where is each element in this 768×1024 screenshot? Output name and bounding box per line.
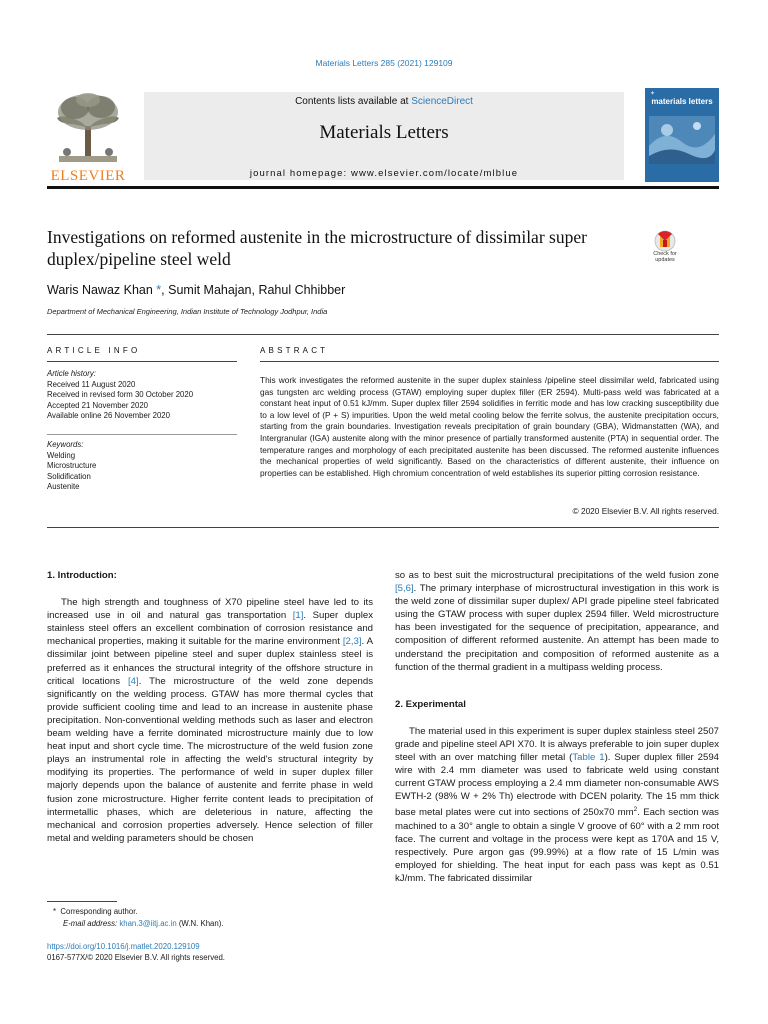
contents-line [144, 96, 624, 107]
journal-homepage[interactable]: journal homepage: www.elsevier.com/locate/mlblue [249, 168, 519, 179]
introduction-continued [395, 569, 719, 674]
article-title: Investigations on reformed austenite in the microstructure of dissimilar super duplex/pipeline steel weld [47, 227, 587, 269]
history-revised: Received in revised form 30 October 2020 [47, 390, 194, 399]
keyword-item: Welding [47, 450, 76, 460]
history-accepted: Accepted 21 November 2020 [47, 400, 148, 410]
article-info-rule [47, 361, 237, 362]
contents-prefix: Contents lists available at [295, 96, 412, 107]
abstract-label: ABSTRACT [260, 346, 329, 355]
issn-copyright: 0167-577X/© 2020 Elsevier B.V. All rights reserved. [47, 953, 225, 962]
reference-link[interactable]: [1] [292, 610, 304, 622]
author-list [47, 283, 345, 297]
abstract-rule [260, 361, 719, 362]
doi-block [47, 941, 225, 963]
intro-text: . A dissimilar joint between pipeline steel and super duplex stainless steel is preferred as it enhances the structural integrity of the offshore structure in critical locations [47, 636, 373, 687]
experimental-paragraph [395, 725, 719, 885]
abstract-copyright: © 2020 Elsevier B.V. All rights reserved. [572, 506, 719, 516]
journal-citation[interactable]: Materials Letters 285 (2021) 129109 [315, 58, 453, 68]
keywords-heading: Keywords: [47, 440, 84, 449]
right-body-column [395, 569, 719, 885]
experimental-text: ). Super duplex filler 2594 wire with 2.4 mm diameter was used to fabricate weld using constant current GTAW process employing a 2.4 mm diameter non-consumable AWS EWTH-2 (98% W + 2% Th) electrode with DCEN polarity. The 15 mm thick base metal plates were cut into sections of 250x70 mm [395, 752, 720, 819]
check-for-updates-label [645, 251, 685, 263]
journal-banner [47, 88, 719, 184]
check-for-updates-badge[interactable] [645, 230, 685, 268]
reference-link[interactable]: [5,6] [395, 583, 414, 595]
elsevier-wordmark: ELSEVIER [50, 168, 126, 184]
introduction-paragraph [47, 596, 373, 845]
keyword-item: Solidification [47, 471, 91, 481]
intro-text: . The microstructure of the weld zone depends significantly on the welding process. GTAW has more thermal cycles that provide sufficient cooling time and lead to an increase in austenite phase precipitation. Non-conventional welding methods such as laser and electron beam welding have a ferrite dominated microstructure mainly due to low heat input and short cycle time. The microstructure of the weld fusion zone plays an instrumental role in affecting the weld's structural integrity by modifying its properties. The performance of weld in super duplex filler majorly depends upon the balance of austenite and ferrite phase in weld fusion zone microstructure. Higher ferrite content leads to precipitation of intermetallic phases, which are deleterious in nature, affecting the mechanical and corrosion properties adversely. Hence selection of filler metal and welding parameters should be chosen [47, 675, 373, 844]
email-label: E-mail address: [63, 919, 120, 928]
superscript: 2 [633, 806, 638, 814]
cover-publisher-mark-icon: ✦ [650, 91, 656, 97]
cover-art-icon [649, 116, 715, 164]
elsevier-tree-icon [53, 92, 123, 166]
experimental-text: The material used in this experiment is super duplex stainless steel 2507 grade and pipeline steel API X70. It is always preferable to join super duplex steel with an over matching filler metal ( [395, 725, 719, 764]
badge-line-2: updates [655, 257, 675, 263]
intro-text: The high strength and toughness of X70 pipeline steel have led to its increased use in oil and natural gas transportation [47, 597, 373, 622]
author-name[interactable]: Waris Nawaz Khan [47, 283, 157, 297]
abstract-bottom-rule [47, 527, 719, 528]
history-heading: Article history: [47, 369, 96, 378]
section-heading-experimental: 2. Experimental [395, 698, 466, 710]
intro-text: . The primary interphase of microstructural investigation in this work is the weld zone of dissimilar super duplex/ API grade pipeline steel fabricated using the GTAW process with super duplex 2594 filler. Weld microstructure has been investigated for the sequence of precipitation, appearance, and composition of different reformed austenite. An attempt has been made to understand the precipitation and composition of reformed austenite as a function of the thermal gradient in a multipass welding process. [395, 583, 719, 673]
footnote-label: Corresponding author. [60, 907, 138, 916]
corresponding-author-marker[interactable]: * [156, 283, 162, 297]
corresponding-author-footnote [47, 906, 387, 930]
keyword-item: Microstructure [47, 461, 97, 470]
intro-text: . Super duplex stainless steel offers an excellent combination of corrosion resistance and mechanical properties, making it suitable for the marine environment [47, 610, 373, 648]
reference-link[interactable]: [4] [128, 675, 139, 687]
footnote-marker: * [53, 907, 57, 916]
keyword-item: Austenite [47, 482, 80, 491]
keywords-block [47, 440, 237, 493]
author-email-link[interactable]: khan.3@iitj.ac.in [119, 919, 177, 928]
experimental-text: . Each section was machined to a 30° angle to obtain a single V groove of 60° with a 2 mm root face. The current and voltage in the process were kept as 170A and 15 V, respectively. Pure argon gas (99.99%) at a flow rate of 15 L/min was employed for shielding. The heat input for each pass was kept as 0.51 kJ/mm. The fabricated dissimilar [395, 807, 719, 885]
cover-title: materials letters [651, 97, 713, 106]
coauthor-names[interactable]: , Sumit Mahajan, Rahul Chhibber [161, 283, 346, 297]
history-online: Available online 26 November 2020 [47, 411, 170, 420]
section-heading-introduction: 1. Introduction: [47, 570, 117, 581]
elsevier-logo [47, 92, 129, 184]
reference-link[interactable]: [2,3] [342, 636, 362, 648]
article-info-label: ARTICLE INFO [47, 346, 141, 355]
journal-title[interactable]: Materials Letters [319, 122, 449, 143]
journal-masthead [144, 92, 624, 180]
table-link[interactable]: Table 1 [572, 752, 605, 764]
doi-link[interactable]: https://doi.org/10.1016/j.matlet.2020.129109 [47, 942, 200, 951]
email-suffix: (W.N. Khan). [176, 919, 224, 928]
keywords-rule [47, 434, 237, 435]
history-received: Received 11 August 2020 [47, 379, 136, 389]
footnote-rule [47, 901, 117, 902]
badge-line-1: Check for [653, 251, 677, 257]
article-history [47, 369, 237, 422]
author-affiliation: Department of Mechanical Engineering, Indian Institute of Technology Jodhpur, India [47, 307, 328, 316]
info-top-rule [47, 334, 719, 335]
journal-cover-image[interactable] [645, 88, 719, 182]
abstract-text: This work investigates the reformed austenite in the super duplex stainless /pipeline steel dissimilar weld, fabricated using gas tungsten arc welding process (GTAW) employing super duplex filler (ER 2594). Multi-pass weld was fabricated at a constant heat input of 0.51 kJ/mm. Super duplex filler 2594 solidifies in ferritic mode and has low cracking susceptibility due to a low level of (P + S) impurities. Upon the weld metal cooling below the ferrite solvus, the austenite precipitation occurs, starting from the grain boundaries. Investigation reveals precipitation of grain boundary (GBA), Widmanstatten (WA), and Intergranular (IGA) austenite along with the minor presence of partially transformed austenite (PTA) in sequential order. The temperature ranges and morphology of each precipitated austenite has been discussed. The reformed austenite influences the mechanical properties of weld significantly. Based on the characteristics of different austenite, their influence on properties can be established. High chromium concentration of weld establishes its superior pitting corrosion resistance. [260, 375, 719, 478]
check-for-updates-icon [645, 230, 685, 252]
left-body-column [47, 569, 373, 845]
sciencedirect-link[interactable]: ScienceDirect [411, 96, 473, 107]
header-rule [47, 186, 719, 189]
intro-text: so as to best suit the microstructural precipitations of the weld fusion zone [395, 570, 719, 581]
